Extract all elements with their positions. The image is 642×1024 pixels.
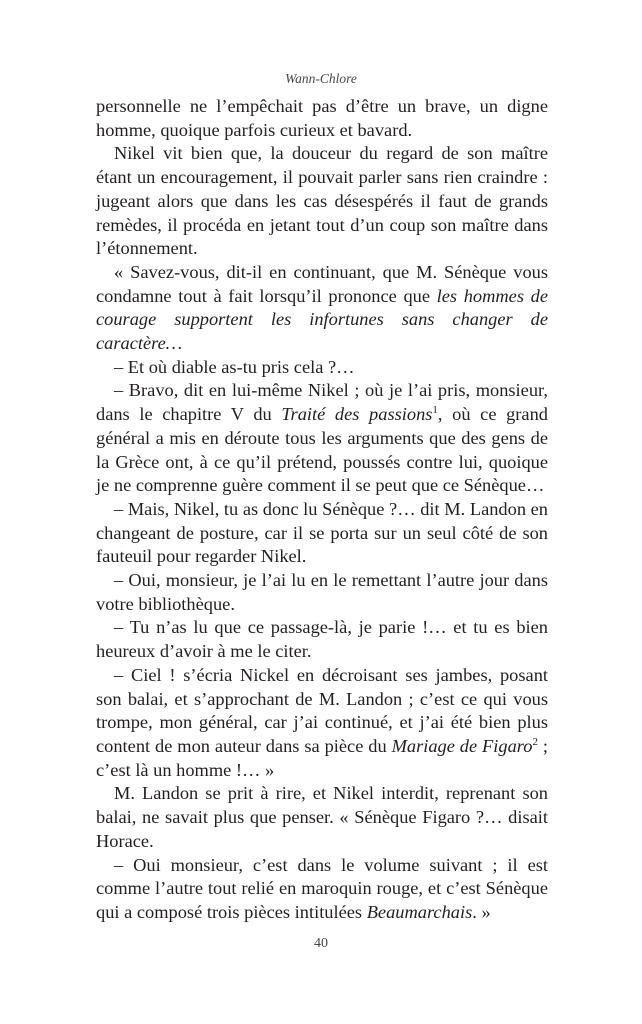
paragraph-text: – Tu n’as lu que ce passage-là, je parie !… et tu es bien heureux d’avoir à me le citer. (96, 617, 548, 662)
paragraph-text: – Oui monsieur, c’est dans le volume suivant ; il est comme l’autre tout relié en maroquin rouge, et c’est Sénèque qui a composé trois pièces intitulées (96, 854, 548, 922)
paragraph-text: – Bravo, dit en lui-même Nikel ; où je l’ai pris, monsieur, dans le chapitre V du (96, 380, 548, 425)
paragraph-text: personnelle ne l’empêchait pas d’être un brave, un digne homme, quoique parfois curieux et bavard. (96, 96, 548, 140)
paragraph-text: Nikel vit bien que, la douceur du regard de son maître étant un encouragement, il pouvait parler sans rien craindre : jugeant alors que dans les cas désespérés il faut de grands remèdes, il procéda en jetant tout d’un coup son maître dans l’étonnement. (96, 143, 548, 259)
paragraph-text: ; c’est là un homme !… » (96, 735, 548, 780)
paragraph (96, 498, 548, 569)
text-block (96, 95, 548, 925)
paragraph (96, 95, 548, 142)
running-head: Wann-Chlore (285, 71, 357, 86)
paragraph (96, 569, 548, 616)
play-title: Mariage de Figaro (391, 735, 533, 756)
paragraph-text: , où ce grand général a mis en déroute tous les arguments que des gens de la Grèce ont, à ce qu’il prétend, poussés contre lui, quoique je ne comprenne guère comment il se peut que ce Sénèque… (96, 404, 548, 496)
book-title: Traité des passions (281, 404, 433, 425)
paragraph-text: « Savez-vous, dit-il en continuant, que M. Sénèque vous condamne tout à fait lorsqu’il prononce que (96, 261, 548, 306)
quoted-maxim: les hommes de courage supportent les infortunes sans changer de caractère… (96, 285, 548, 354)
paragraph-text: – Ciel ! s’écria Nickel en décroisant ses jambes, posant son balai, et s’approchant de M. Landon ; c’est ce qui vous trompe, mon général, car j’ai continué, et j’ai été bien plus content de mon auteur dans sa pièce du (96, 664, 548, 756)
paragraph-text: M. Landon se prit à rire, et Nikel interdit, reprenant son balai, ne savait plus que penser. « Sénèque Figaro ?… disait Horace. (96, 783, 548, 851)
footnote-marker: 1 (432, 404, 438, 417)
paragraph-text: – Mais, Nikel, tu as donc lu Sénèque ?… dit M. Landon en changeant de posture, car il se porta sur un seul côté de son fauteuil pour regarder Nikel. (96, 498, 548, 567)
footnote-marker: 2 (532, 735, 538, 748)
paragraph (96, 356, 548, 380)
paragraph (96, 261, 548, 356)
paragraph-text: – Et où diable as-tu pris cela ?… (114, 356, 355, 377)
paragraph (96, 379, 548, 498)
paragraph (96, 616, 548, 663)
paragraph (96, 142, 548, 261)
paragraph (96, 664, 548, 783)
paragraph (96, 782, 548, 853)
page-number: 40 (314, 936, 328, 951)
paragraph-text: – Oui, monsieur, je l’ai lu en le remettant l’autre jour dans votre bibliothèque. (96, 570, 548, 614)
paragraph-text: . » (472, 901, 491, 922)
paragraph (96, 854, 548, 925)
play-title: Beaumarchais (366, 901, 473, 922)
